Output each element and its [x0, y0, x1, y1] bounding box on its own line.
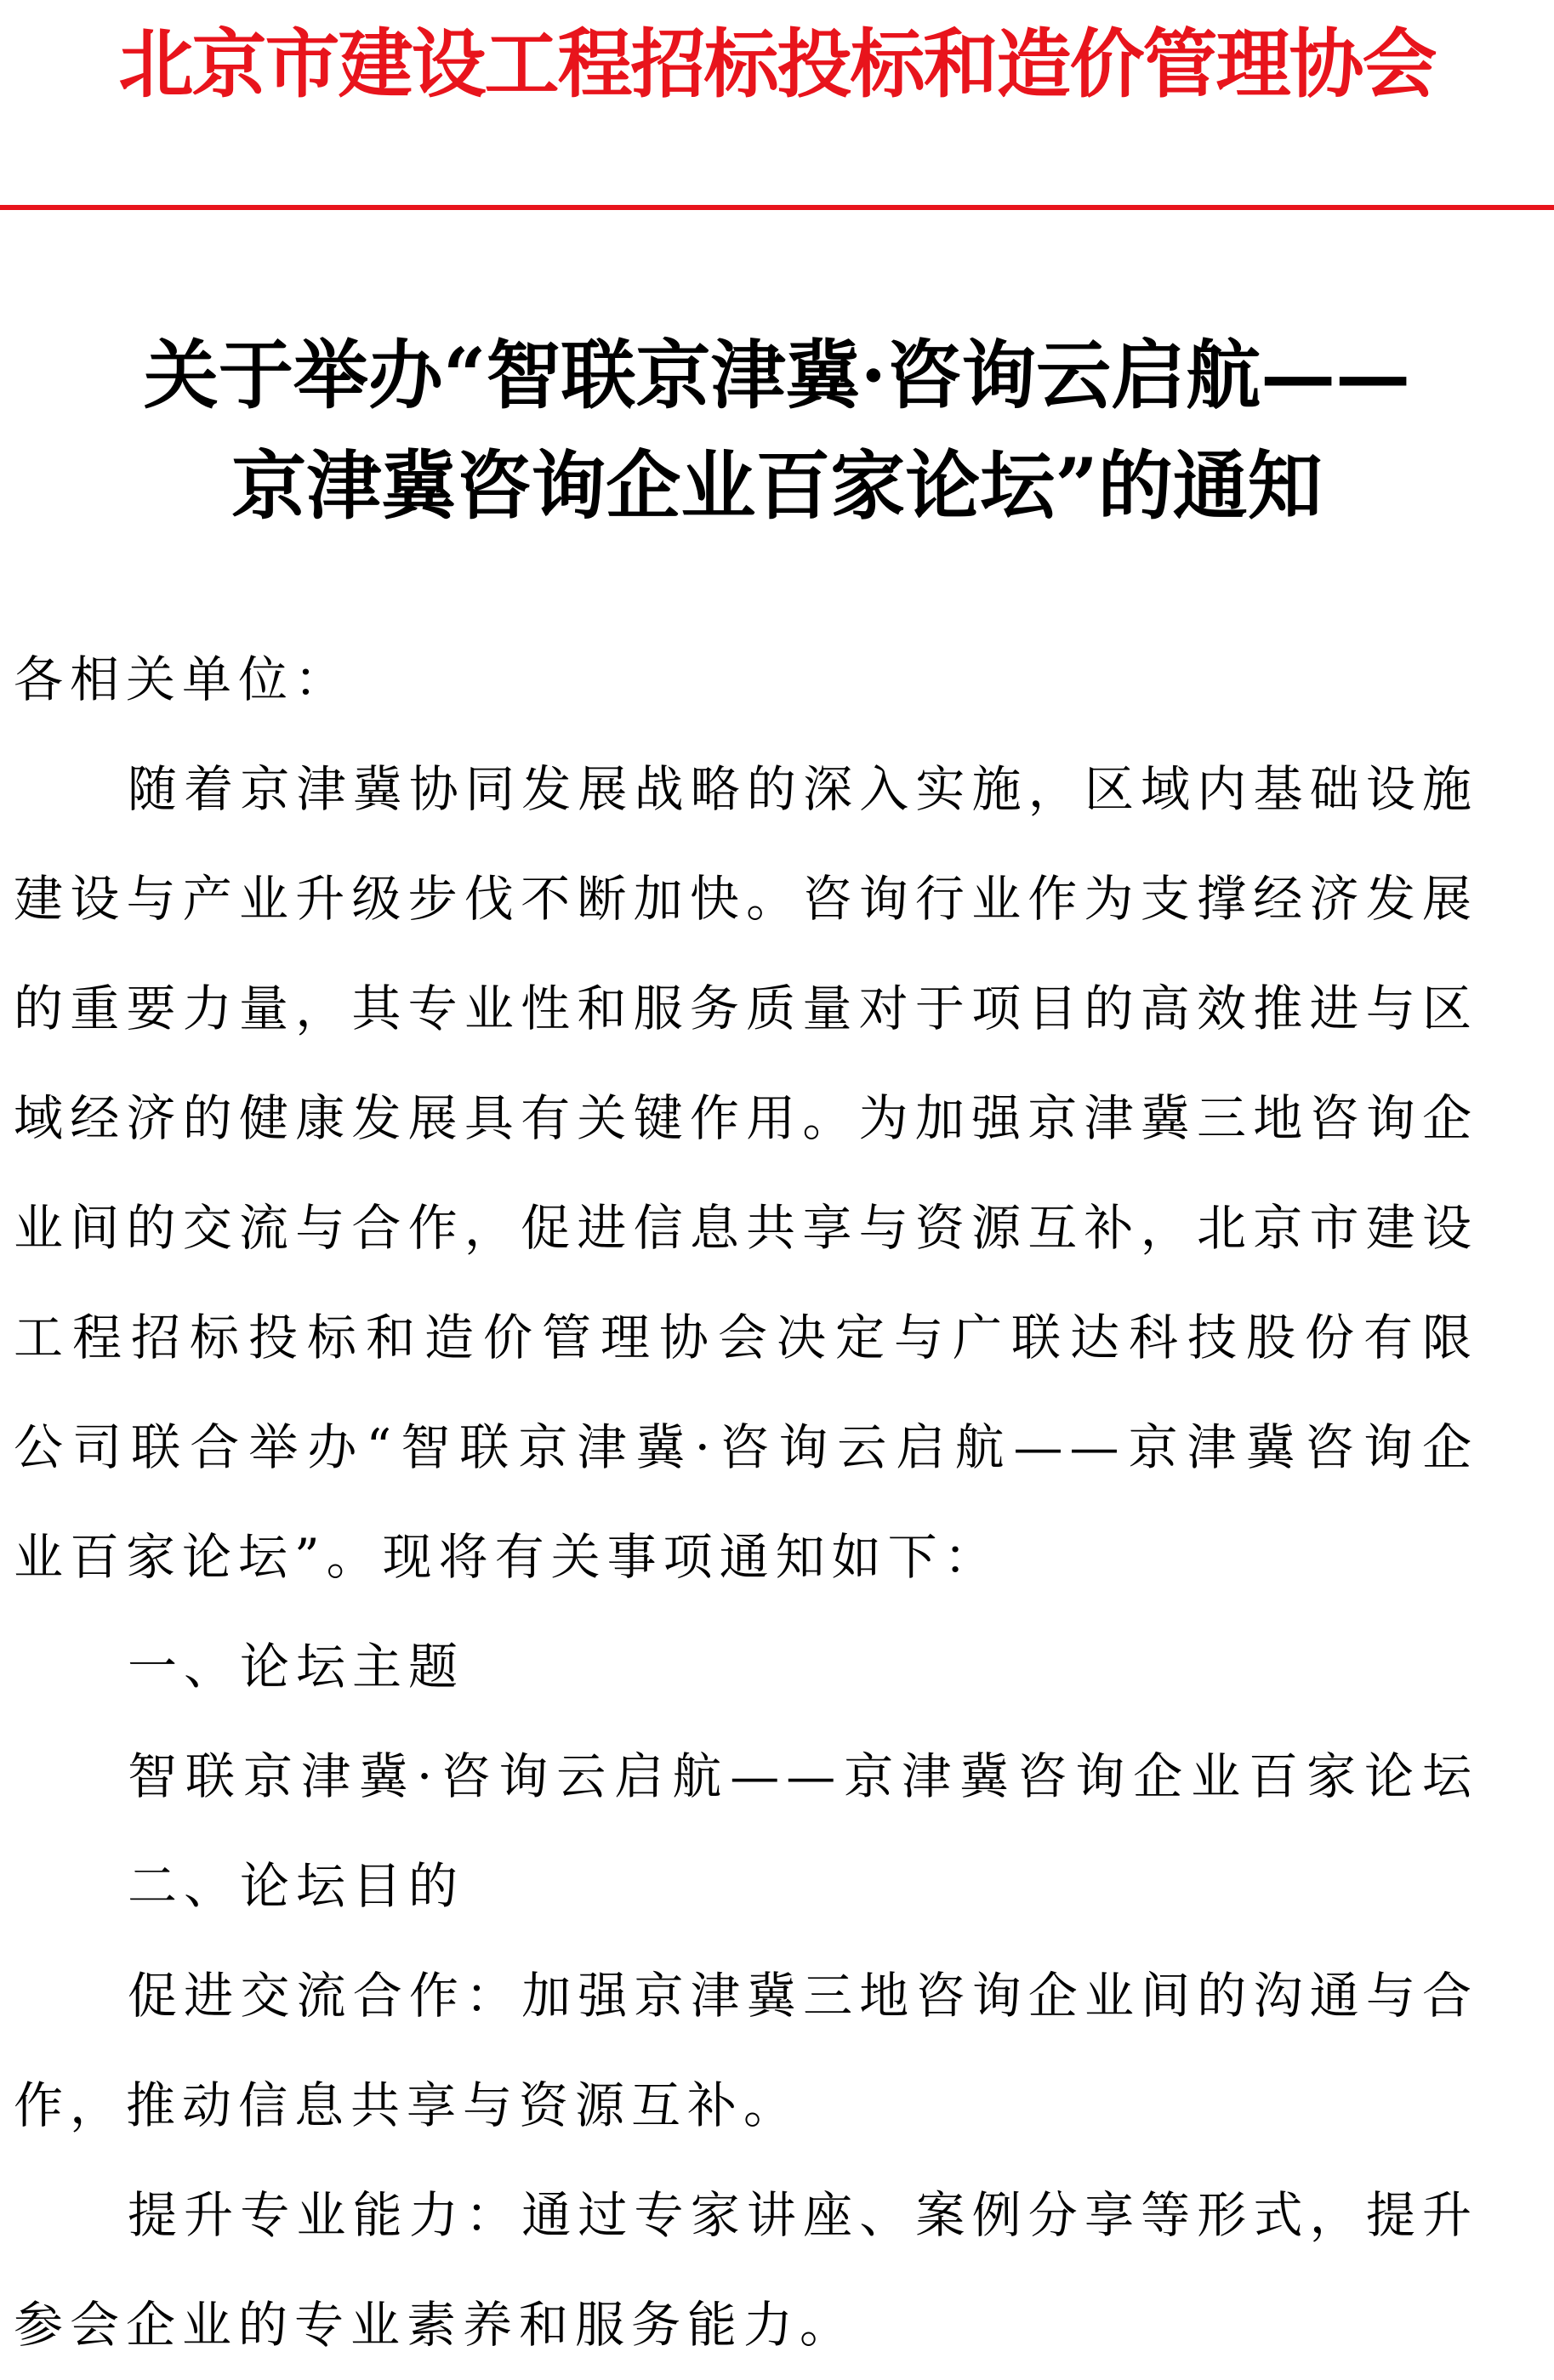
purpose-2-line-1: 提升专业能力：通过专家讲座、案例分享等形式，提升	[128, 2186, 1478, 2244]
section-2-heading: 二、论坛目的	[128, 1857, 465, 1915]
intro-line-3: 的重要力量，其专业性和服务质量对于项目的高效推进与区	[14, 980, 1478, 1037]
intro-line-2: 建设与产业升级步伐不断加快。咨询行业作为支撑经济发展	[14, 870, 1478, 928]
intro-line-8: 业百家论坛”。现将有关事项通知如下：	[14, 1528, 1000, 1586]
intro-line-6: 工程招标投标和造价管理协会决定与广联达科技股份有限	[14, 1309, 1478, 1366]
section-1-text: 智联京津冀·咨询云启航——京津冀咨询企业百家论坛	[128, 1747, 1478, 1805]
intro-line-7: 公司联合举办“智联京津冀·咨询云启航——京津冀咨询企	[14, 1418, 1478, 1476]
salutation: 各相关单位：	[14, 650, 351, 708]
title-line-1: 关于举办“智联京津冀·咨询云启航——	[143, 331, 1411, 419]
letterhead-divider	[0, 205, 1554, 210]
intro-line-1: 随着京津冀协同发展战略的深入实施，区域内基础设施	[128, 760, 1478, 818]
section-1-heading: 一、论坛主题	[128, 1638, 465, 1696]
title-line-2: 京津冀咨询企业百家论坛”的通知	[231, 441, 1323, 530]
document-title	[0, 320, 1554, 541]
intro-line-5: 业间的交流与合作，促进信息共享与资源互补，北京市建设	[14, 1199, 1478, 1257]
purpose-1-line-2: 作，推动信息共享与资源互补。	[14, 2076, 800, 2134]
purpose-1-line-1: 促进交流合作：加强京津冀三地咨询企业间的沟通与合	[128, 1967, 1478, 2025]
document-body	[14, 625, 1478, 2380]
purpose-2-line-2: 参会企业的专业素养和服务能力。	[14, 2296, 857, 2354]
intro-line-4: 域经济的健康发展具有关键作用。为加强京津冀三地咨询企	[14, 1089, 1478, 1147]
org-letterhead: 北京市建设工程招标投标和造价管理协会	[118, 20, 1436, 108]
